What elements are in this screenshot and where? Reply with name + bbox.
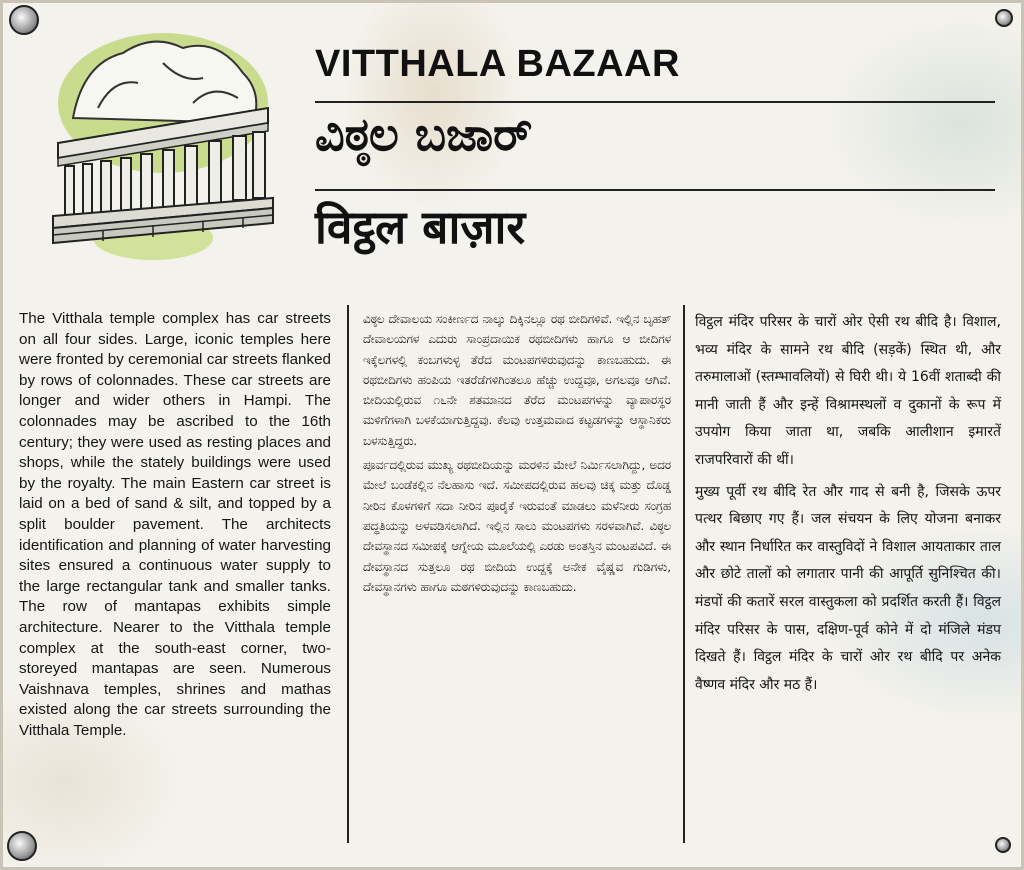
kannada-paragraph: ಪೂರ್ವದಲ್ಲಿರುವ ಮುಖ್ಯ ರಥಬೀದಿಯನ್ನು ಮರಳಿನ ಮೇಲೆ ನಿರ್ಮಿಸಲಾಗಿದ್ದು, ಅದರ ಮೇಲೆ ಬಂಡೆಕಲ್ಲಿನ ನೆಲಹಾಸು ಇದೆ. ಸಮೀಪದಲ್ಲಿರುವ ಹಲವು ಚಿಕ್ಕ ಮತ್ತು ದೊಡ್ಡ ನೀರಿನ ಕೊಳಗಳಿಗೆ ಸದಾ ನೀರಿನ ಪೂರೈಕೆ ಇರುವಂತೆ ಮಾಡಲು ಮಳೆನೀರು ಸಂಗ್ರಹ ಪದ್ಧತಿಯನ್ನು ಅಳವಡಿಸಲಾಗಿದೆ. ಇಲ್ಲಿನ ಸಾಲು ಮಂಟಪಗಳು ಸರಳವಾಗಿವೆ. ವಿಠ್ಠಲ ದೇವಸ್ಥಾನದ ಸಮೀಪಕ್ಕೆ ಆಗ್ನೇಯ ಮೂಲೆಯಲ್ಲಿ ಎರಡು ಅಂತಸ್ತಿನ ಮಂಟಪವಿದೆ. ಈ ದೇವಸ್ಥಾನದ ಸುತ್ತಲೂ ರಥ ಬೀದಿಯ ಉದ್ದಕ್ಕೆ ಅನೇಕ ವೈಷ್ಣವ ಗುಡಿಗಳು, ದೇವಸ್ಥಾನಗಳು ಹಾಗೂ ಮಠಗಳಿರುವುದನ್ನು ಕಾಣಬಹುದು. xyxy=(363,458,671,594)
hindi-column xyxy=(695,309,1001,839)
screw-icon xyxy=(9,5,39,35)
hindi-paragraph: मुख्य पूर्वी रथ बीदि रेत और गाद से बनी है, जिसके ऊपर पत्थर बिछाए गए हैं। जल संचयन के लिए योजना बनाकर और स्थान निर्धारित कर वास्तुविदों ने विशाल आयताकार ताल और छोटे तालों को लगातार पानी की आपूर्ति सुनिश्चित की। मंडपों की कतारें सरल वास्तुकला को प्रदर्शित करती हैं। विट्ठल मंदिर परिसर के पास, दक्षिण-पूर्व कोने में दो मंजिले मंडप दिखते हैं। विट्ठल मंदिर के चारों ओर रथ बीदि पर अनेक वैष्णव मंदिर और मठ हैं। xyxy=(695,483,1001,693)
screw-icon xyxy=(995,9,1013,27)
title-hindi: विट्ठल बाज़ार xyxy=(315,200,526,254)
divider xyxy=(315,189,995,191)
hindi-paragraph: विट्ठल मंदिर परिसर के चारों ओर ऐसी रथ बीदि है। विशाल, भव्य मंदिर के सामने रथ बीदि (सड़कें) स्थित थी, और तरुमालाओं (स्तम्भावलियों) से घिरी थी। ये 16वीं शताब्दी की मानी जाती हैं और इन्हें विश्रामस्थलों व दुकानों के रूप में उपयोग किया जाता था, जबकि आलीशान इमारतें राजपरिवारों की थीं। xyxy=(695,314,1001,468)
colonnade-illustration xyxy=(43,23,278,263)
title-english: VITTHALA BAZAAR xyxy=(315,43,680,85)
screw-icon xyxy=(995,837,1011,853)
column-divider xyxy=(683,305,685,843)
divider xyxy=(315,101,995,103)
kannada-paragraph: ವಿಠ್ಠಲ ದೇವಾಲಯ ಸಂಕೀರ್ಣದ ನಾಲ್ಕು ದಿಕ್ಕಿನಲ್ಲೂ ರಥ ಬೀದಿಗಳಿವೆ. ಇಲ್ಲಿನ ಬೃಹತ್ ದೇವಾಲಯಗಳ ಎದುರು ಸಾಂಪ್ರದಾಯಿಕ ರಥಬೀದಿಗಳು ಹಾಗೂ ಆ ಬೀದಿಗಳ ಇಕ್ಕೆಲಗಳಲ್ಲಿ ಕಂಬಗಳುಳ್ಳ ತೆರೆದ ಮಂಟಪಗಳಿರುವುದನ್ನು ಕಾಣಬಹುದು. ಈ ರಥಬೀದಿಗಳು ಹಂಪಿಯ ಇತರೆಡೆಗಳಿಗಿಂತಲೂ ಹೆಚ್ಚು ಉದ್ದವೂ, ಅಗಲವೂ ಆಗಿವೆ. ಬೀದಿಯಲ್ಲಿರುವ ೧೬ನೇ ಶತಮಾನದ ತೆರೆದ ಮಂಟಪಗಳನ್ನು ವ್ಯಾಪಾರಸ್ಥರ ಮಳಿಗೆಗಳಾಗಿ ಬಳಕೆಯಾಗುತ್ತಿದ್ದವು. ಕೆಲವು ಉತ್ತಮವಾದ ಕಟ್ಟಡಗಳನ್ನು ಆಸ್ಥಾನಿಕರು ಬಳಸುತ್ತಿದ್ದರು. xyxy=(363,312,671,448)
kannada-column xyxy=(363,309,671,839)
english-paragraph: The Vitthala temple complex has car streets on all four sides. Large, iconic temples here were fronted by ceremonial car streets flanked by rows of colonnades. These car streets are longer and wider others in Hampi. The colonnades may be ascribed to the 16th century; they were used as resting places and shops, while the stately buildings were used by the royalty. The main Eastern car street is laid on a bed of sand & silt, and topped by a split boulder pavement. The architects identification and planning of water harvesting sites ensured a continuous water supply to the large rectangular tank and smaller tanks. The row of mantapas exhibits simple architecture. Nearer to the Vitthala temple complex at the south-east corner, two-storeyed mantapas are seen. Numerous Vaishnava temples, shrines and mathas existed along the car streets surrounding the Vitthala Temple. xyxy=(19,310,331,739)
column-divider xyxy=(347,305,349,843)
title-kannada: ವಿಠ್ಠಲ ಬಜಾರ್ xyxy=(315,107,533,161)
english-column xyxy=(19,309,331,839)
